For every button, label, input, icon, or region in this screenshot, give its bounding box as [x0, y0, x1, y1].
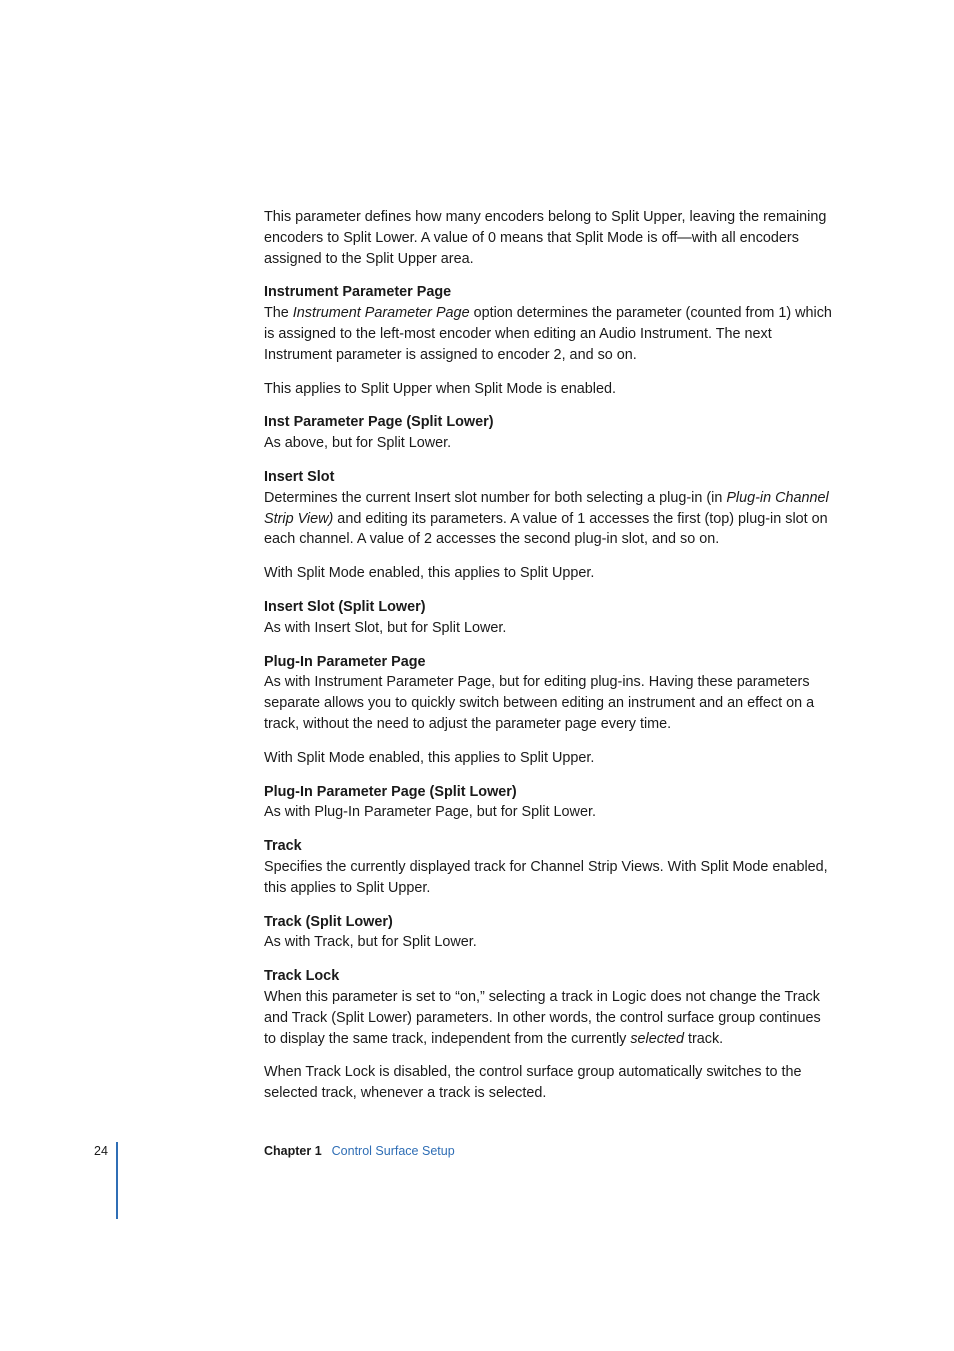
section-description: As above, but for Split Lower. [264, 435, 452, 452]
section-heading: Track (Split Lower) [264, 913, 393, 930]
section-insert-slot [264, 467, 836, 584]
section-note: This applies to Split Upper when Split Mode is enabled. [264, 380, 616, 397]
section-track-lock [264, 966, 836, 1104]
text-run: Determines the current Insert slot number for both selecting a plug-in (in [264, 489, 727, 506]
section-plug-in-parameter-page [264, 652, 836, 769]
section-heading: Inst Parameter Page (Split Lower) [264, 414, 494, 431]
section-inst-parameter-page-split-lower [264, 412, 836, 454]
section-description: As with Plug-In Parameter Page, but for Split Lower. [264, 804, 596, 821]
footer-divider [116, 1142, 118, 1219]
section-note: With Split Mode enabled, this applies to Split Upper. [264, 749, 595, 766]
page-body [264, 207, 836, 1117]
section-instrument-parameter-page [264, 282, 836, 399]
section-description: As with Instrument Parameter Page, but for editing plug-ins. Having these parameters separate allows you to quickly switch between editing an instrument and an effect on a track, without the need to adjust the parameter page every time. [264, 674, 815, 732]
section-description: As with Track, but for Split Lower. [264, 934, 477, 951]
italic-term: Plug-in Channel Strip View) [264, 489, 829, 527]
text-run: and editing its parameters. A value of 1 accesses the first (top) plug-in slot on each channel. A value of 2 accesses the second plug-in slot, and so on. [264, 510, 828, 548]
italic-term: selected [630, 1030, 684, 1047]
section-note: With Split Mode enabled, this applies to Split Upper. [264, 565, 595, 582]
text-run: The [264, 305, 293, 322]
italic-term: Instrument Parameter Page [292, 305, 470, 322]
section-track [264, 836, 836, 898]
section-heading: Insert Slot (Split Lower) [264, 598, 426, 615]
intro-paragraph: This parameter defines how many encoders belong to Split Upper, leaving the remaining encoders to Split Lower. A value of 0 means that Split Mode is off—with all encoders assigned to the Split Upper area. [264, 209, 827, 267]
text-run: When this parameter is set to “on,” selecting a track in Logic does not change the Track and Track (Split Lower) parameters. In other words, the control surface group continues to display the same track, independent from the currently [264, 988, 821, 1047]
footer-chapter [264, 1143, 455, 1159]
section-insert-slot-split-lower [264, 597, 836, 639]
section-description [264, 987, 836, 1049]
section-heading: Instrument Parameter Page [264, 284, 452, 301]
chapter-label: Chapter 1 [264, 1144, 322, 1158]
page-number: 24 [94, 1144, 108, 1158]
section-description [264, 488, 836, 550]
section-note: When Track Lock is disabled, the control surface group automatically switches to the selected track, whenever a track is selected. [264, 1064, 802, 1102]
section-description [264, 303, 836, 365]
section-heading: Track Lock [264, 968, 340, 985]
section-heading: Plug-In Parameter Page (Split Lower) [264, 783, 517, 800]
section-description: As with Insert Slot, but for Split Lower. [264, 619, 507, 636]
section-description: Specifies the currently displayed track for Channel Strip Views. With Split Mode enabled, this applies to Split Upper. [264, 858, 828, 896]
chapter-title-link[interactable]: Control Surface Setup [331, 1144, 455, 1158]
text-run: option determines the parameter (counted from 1) which is assigned to the left-most encoder when editing an Audio Instrument. The next Instrument parameter is assigned to encoder 2, and so on. [264, 305, 832, 363]
section-heading: Plug-In Parameter Page [264, 653, 426, 670]
section-heading: Track [264, 838, 302, 855]
section-heading: Insert Slot [264, 468, 335, 485]
text-run: track. [683, 1030, 724, 1047]
section-track-split-lower [264, 912, 836, 954]
section-plug-in-parameter-page-split-lower [264, 782, 836, 824]
